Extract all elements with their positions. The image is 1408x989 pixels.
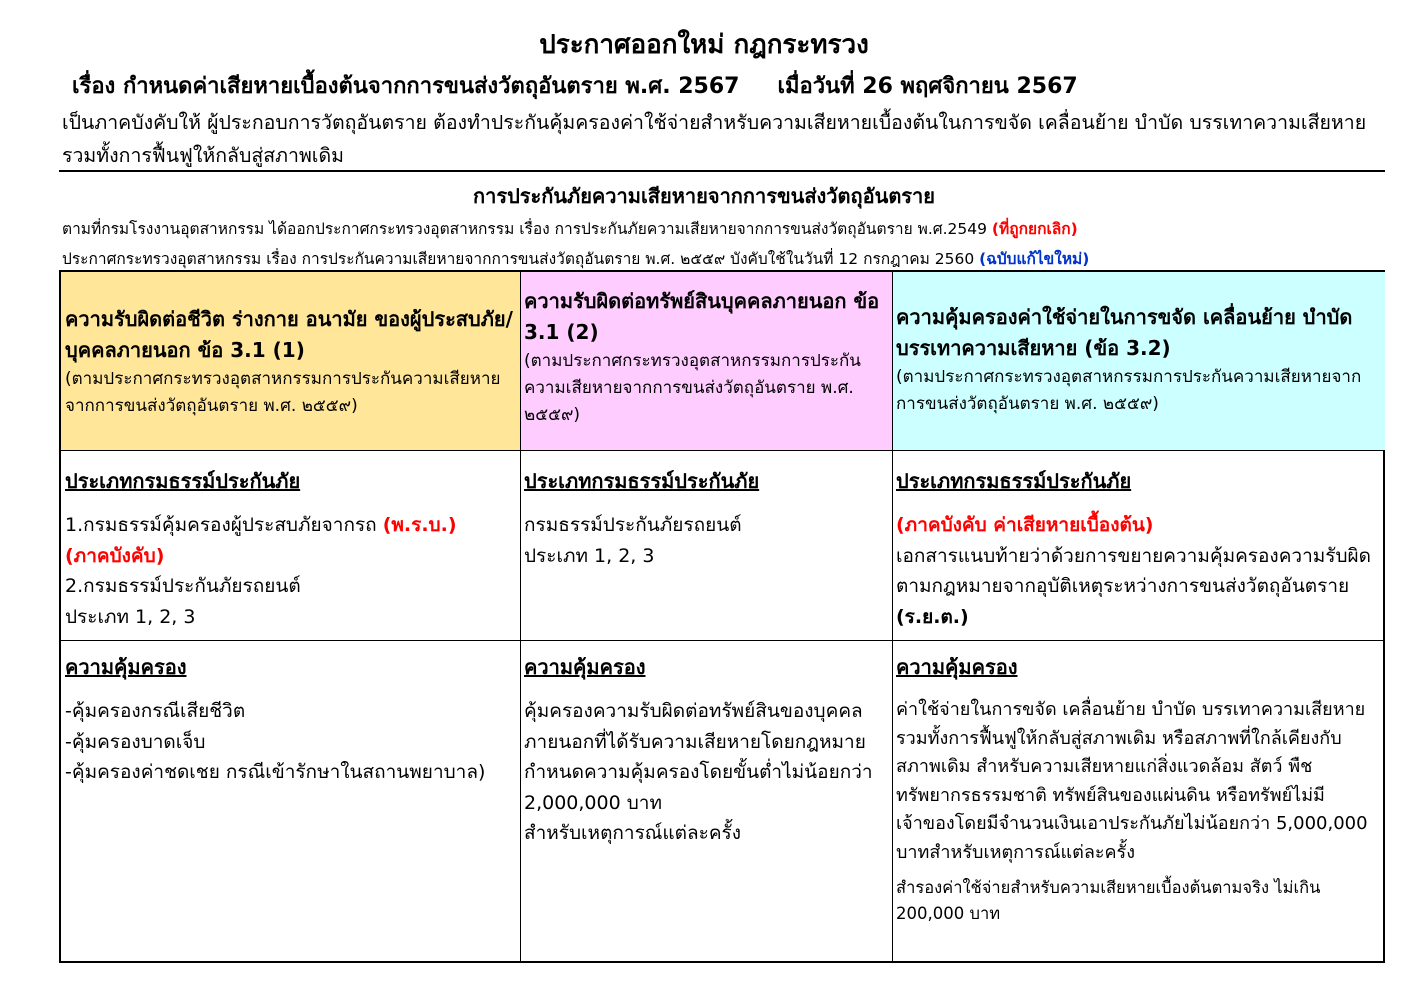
header-property-title: ความรับผิดต่อทรัพย์สินบุคคลภายนอก ข้อ 3.1 (2) [524, 289, 880, 344]
header-cell-life [61, 272, 520, 450]
insurance-table [59, 270, 1385, 963]
header-property-note: (ตามประกาศกระทรวงอุตสาหกรรมการประกันความเสียหายจากการขนส่งวัตถุอันตราย พ.ศ. ๒๕๕๙) [524, 351, 861, 425]
note-new-text: ประกาศกระทรวงอุตสาหกรรม เรื่อง การประกันความเสียหายจากการขนส่งวัตถุอันตราย พ.ศ. ๒๕๕๙ บังคับใช้ในวันที่ 12 กรกฎาคม 2560 [62, 250, 980, 268]
coverage-property-text: คุ้มครองความรับผิดต่อทรัพย์สินของบุคคลภายนอกที่ได้รับความเสียหายโดยกฎหมายกำหนดความคุ้มครองโดยขั้นต่ำไม่น้อยกว่า 2,000,000 บาท [524, 700, 873, 814]
header-cell-cleanup [892, 272, 1385, 450]
coverage-cell-life [61, 640, 520, 963]
note-old-regulation [62, 216, 1078, 241]
note-new-regulation [62, 246, 1089, 271]
note-old-tag: (ที่ถูกยกเลิก) [991, 220, 1078, 238]
intro-paragraph: เป็นภาคบังคับให้ ผู้ประกอบการวัตถุอันตราย ต้องทำประกันคุ้มครองค่าใช้จ่ายสำหรับความเสียหายเบื้องต้นในการขจัด เคลื่อนย้าย บำบัด บรรเทาความเสียหาย รวมทั้งการฟื้นฟูให้กลับสู่สภาพเดิม [62, 111, 1367, 167]
coverage-property-title: ความคุ้มครอง [524, 655, 646, 679]
type-cleanup-desc [896, 541, 1381, 633]
coverage-cell-property [520, 640, 892, 963]
type-cell-cleanup [892, 450, 1385, 640]
type-life-line4: ประเภท 1, 2, 3 [65, 605, 196, 628]
type-life-line1-tag: (พ.ร.บ.) [382, 514, 457, 536]
coverage-cleanup-title: ความคุ้มครอง [896, 655, 1018, 679]
coverage-property-text2: สำหรับเหตุการณ์แต่ละครั้ง [524, 822, 742, 844]
header-cleanup-title: ความคุ้มครองค่าใช้จ่ายในการขจัด เคลื่อนย้าย บำบัด บรรเทาความเสียหาย (ข้อ 3.2) [896, 305, 1353, 360]
subject-line [72, 68, 1078, 103]
section-title: การประกันภัยความเสียหายจากการขนส่งวัตถุอันตราย [472, 184, 935, 208]
type-life-line1-text: 1.กรมธรรม์คุ้มครองผู้ประสบภัยจากรถ [65, 514, 383, 536]
row-divider-2 [61, 640, 1383, 641]
type-cleanup-tag: (ภาคบังคับ ค่าเสียหายเบื้องต้น) [896, 514, 1154, 536]
type-life-line2: (ภาคบังคับ) [65, 544, 165, 567]
subject-text: เรื่อง กำหนดค่าเสียหายเบื้องต้นจากการขนส่งวัตถุอันตราย พ.ศ. 2567 [72, 74, 740, 99]
coverage-cleanup-text: ค่าใช้จ่ายในการขจัด เคลื่อนย้าย บำบัด บรรเทาความเสียหาย รวมทั้งการฟื้นฟูให้กลับสู่สภาพเดิม หรือสภาพที่ใกล้เคียงกับสภาพเดิม สำหรับความเสียหายแก่สิ่งแวดล้อม สัตว์ พืช ทรัพยากรธรรมชาติ ทรัพย์สินของแผ่นดิน หรือทรัพย์ไม่มีเจ้าของโดยมีจำนวนเงินเอาประกันภัยไม่น้อยกว่า 5,000,000 บาทสำหรับเหตุการณ์แต่ละครั้ง [896, 699, 1368, 863]
note-old-text: ตามที่กรมโรงงานอุตสาหกรรม ได้ออกประกาศกระทรวงอุตสาหกรรม เรื่อง การประกันภัยความเสียหายจากการขนส่งวัตถุอันตราย พ.ศ.2549 [62, 220, 992, 238]
coverage-life-line1: -คุ้มครองกรณีเสียชีวิต [65, 700, 246, 722]
type-property-title: ประเภทกรมธรรม์ประกันภัย [524, 469, 760, 493]
subject-date: เมื่อวันที่ 26 พฤศจิกายน 2567 [777, 74, 1078, 99]
row-divider-1 [61, 450, 1383, 451]
header-life-note: (ตามประกาศกระทรวงอุตสาหกรรมการประกันความเสียหายจากการขนส่งวัตถุอันตราย พ.ศ. ๒๕๕๙) [65, 369, 501, 416]
type-cell-property [520, 450, 892, 640]
type-property-line2: ประเภท 1, 2, 3 [524, 544, 655, 567]
coverage-life-line3: -คุ้มครองค่าชดเชย กรณีเข้ารักษาในสถานพยาบาล) [65, 761, 486, 783]
type-cleanup-title: ประเภทกรมธรรม์ประกันภัย [896, 469, 1132, 493]
type-life-line1 [65, 510, 516, 541]
type-life-title: ประเภทกรมธรรม์ประกันภัย [65, 469, 301, 493]
type-life-line3: 2.กรมธรรม์ประกันภัยรถยนต์ [65, 575, 301, 597]
coverage-cell-cleanup [892, 640, 1385, 963]
coverage-life-line2: -คุ้มครองบาดเจ็บ [65, 730, 206, 753]
coverage-life-title: ความคุ้มครอง [65, 655, 187, 679]
type-cell-life [61, 450, 520, 640]
coverage-cleanup-note: สำรองค่าใช้จ่ายสำหรับความเสียหายเบื้องต้นตามจริง ไม่เกิน 200,000 บาท [896, 878, 1321, 923]
page-title: ประกาศออกใหม่ กฎกระทรวง [539, 30, 869, 60]
header-cell-property [520, 272, 892, 450]
header-life-title: ความรับผิดต่อชีวิต ร่างกาย อนามัย ของผู้ประสบภัย/บุคคลภายนอก ข้อ 3.1 (1) [65, 307, 513, 362]
column-divider-2 [892, 272, 893, 961]
divider [59, 170, 1385, 172]
note-new-tag: (ฉบับแก้ไขใหม่) [979, 250, 1090, 268]
type-property-line1: กรมธรรม์ประกันภัยรถยนต์ [524, 514, 742, 536]
header-cleanup-note: (ตามประกาศกระทรวงอุตสาหกรรมการประกันความเสียหายจากการขนส่งวัตถุอันตราย พ.ศ. ๒๕๕๙) [896, 367, 1362, 414]
type-cleanup-code: (ร.ย.ต.) [896, 605, 969, 628]
type-cleanup-text: เอกสารแนบท้ายว่าด้วยการขยายความคุ้มครองความรับผิดตามกฎหมายจากอุบัติเหตุระหว่างการขนส่งวัตถุอันตราย [896, 544, 1371, 597]
column-divider-1 [520, 272, 521, 961]
